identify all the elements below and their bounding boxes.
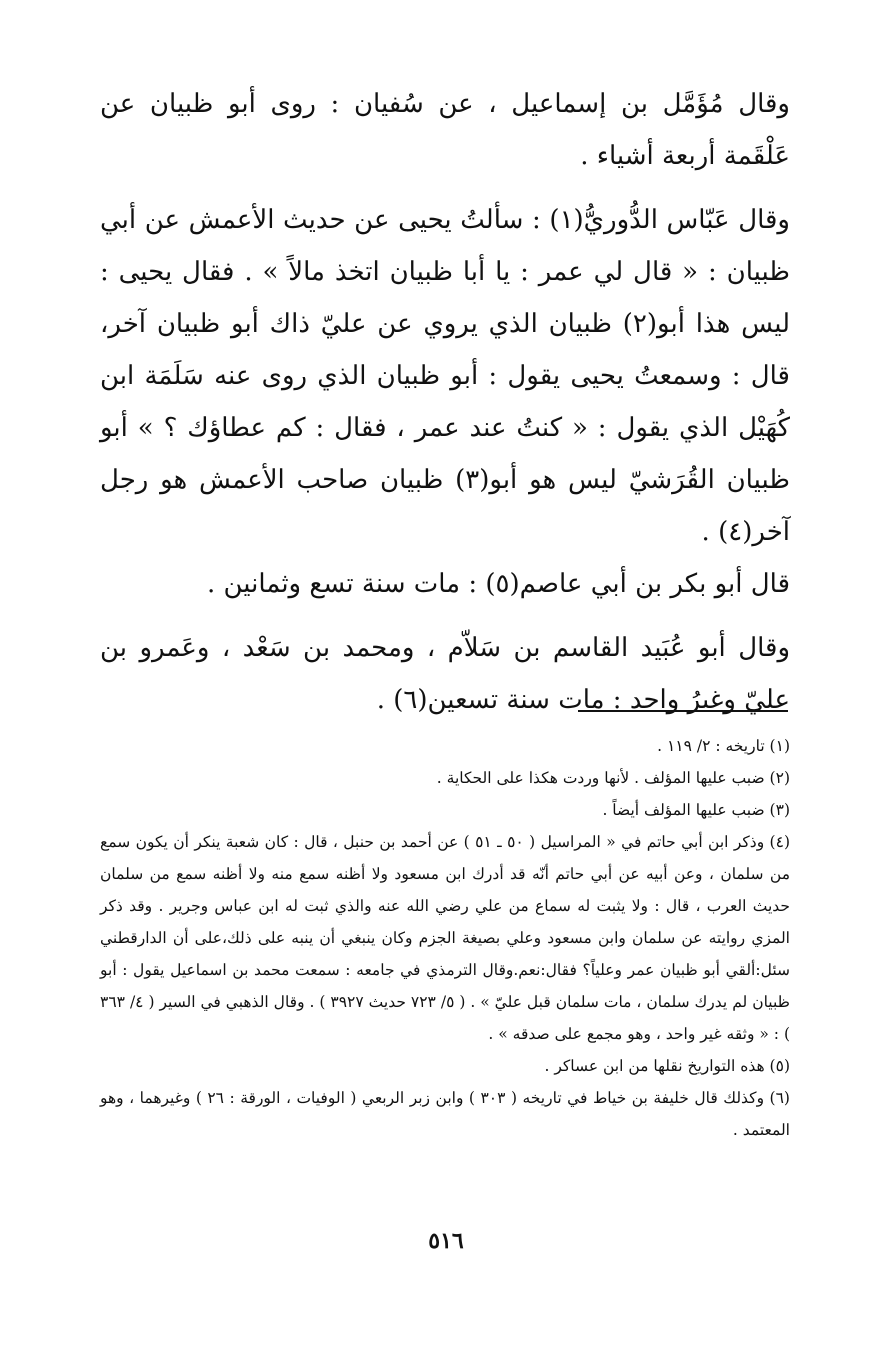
footnote: (٥) هذه التواريخ نقلها من ابن عساكر . (544, 1057, 790, 1075)
page-number: ٥١٦ (428, 1228, 464, 1254)
footnote: (١) تاريخه : ٢/ ١١٩ . (657, 737, 790, 755)
footnote: (٤) وذكر ابن أبي حاتم في « المراسيل ( ٥٠ ـ ٥١ ) عن أحمد بن حنبل ، قال : كان شعبة ينكر أن يكون سمع من سلمان ، وعن أبيه عن أبي حاتم أنّه قد أدرك ابن مسعود ولا أظنه سمع منه ولا أظنه سمع من سلمان حديث العرب ، قال : ولا يثبت له سماع من علي رضي الله عنه والذي ثبت له ابن عباس وجرير . وقد ذكر المزي روايته عن سلمان وابن مسعود وعلي بصيغة الجزم وكان ينبغي أن ينبه على ذلك،على أن الدارقطني سئل:ألقي أبو ظبيان عمر وعلياً؟ فقال:نعم.وقال الترمذي في جامعه : سمعت محمد بن اسماعيل يقول : أبو ظبيان لم يدرك سلمان ، مات سلمان قبل عليّ » . ( ٥/ ٧٢٣ حديث ٣٩٢٧ ) . وقال الذهبي في السير ( ٤/ ٣٦٣ ) : « وثقه غير واحد ، وهو مجمع على صدقه » . (100, 833, 790, 1043)
footnotes (100, 730, 790, 1146)
footnote: (٢) ضبب عليها المؤلف . لأنها وردت هكذا على الحكاية . (436, 769, 790, 787)
main-text (100, 78, 790, 726)
footnote-separator (578, 710, 788, 712)
footnote: (٦) وكذلك قال خليفة بن خياط في تاريخه ( ٣٠٣ ) وابن زبر الربعي ( الوفيات ، الورقة : ٢٦ ) وغيرهما ، وهو المعتمد . (100, 1089, 790, 1139)
main-paragraph: قال أبو بكر بن أبي عاصم(٥) : مات سنة تسع وثمانين . (206, 569, 790, 599)
main-paragraph: وقال مُؤَمَّل بن إسماعيل ، عن سُفيان : روى أبو ظبيان عن عَلْقَمة أربعة أشياء . (100, 89, 790, 171)
footnote: (٣) ضبب عليها المؤلف أيضاً . (602, 801, 790, 819)
main-paragraph: وقال أبو عُبَيد القاسم بن سَلاّم ، ومحمد بن سَعْد ، وعَمرو بن عليّ وغيرُ واحد : مات سنة تسعين(٦) . (100, 633, 790, 715)
main-paragraph: وقال عَبّاس الدُّوريُّ(١) : سألتُ يحيى عن حديث الأعمش عن أبي ظبيان : « قال لي عمر : يا أبا ظبيان اتخذ مالاً » . فقال يحيى : ليس هذا أبو(٢) ظبيان الذي يروي عن عليّ ذاك أبو ظبيان آخر، قال : وسمعتُ يحيى يقول : أبو ظبيان الذي روى عنه سَلَمَة ابن كُهَيْل الذي يقول : « كنتُ عند عمر ، فقال : كم عطاؤك ؟ » أبو ظبيان القُرَشيّ ليس هو أبو(٣) ظبيان صاحب الأعمش هو رجل آخر(٤) . (100, 205, 790, 547)
